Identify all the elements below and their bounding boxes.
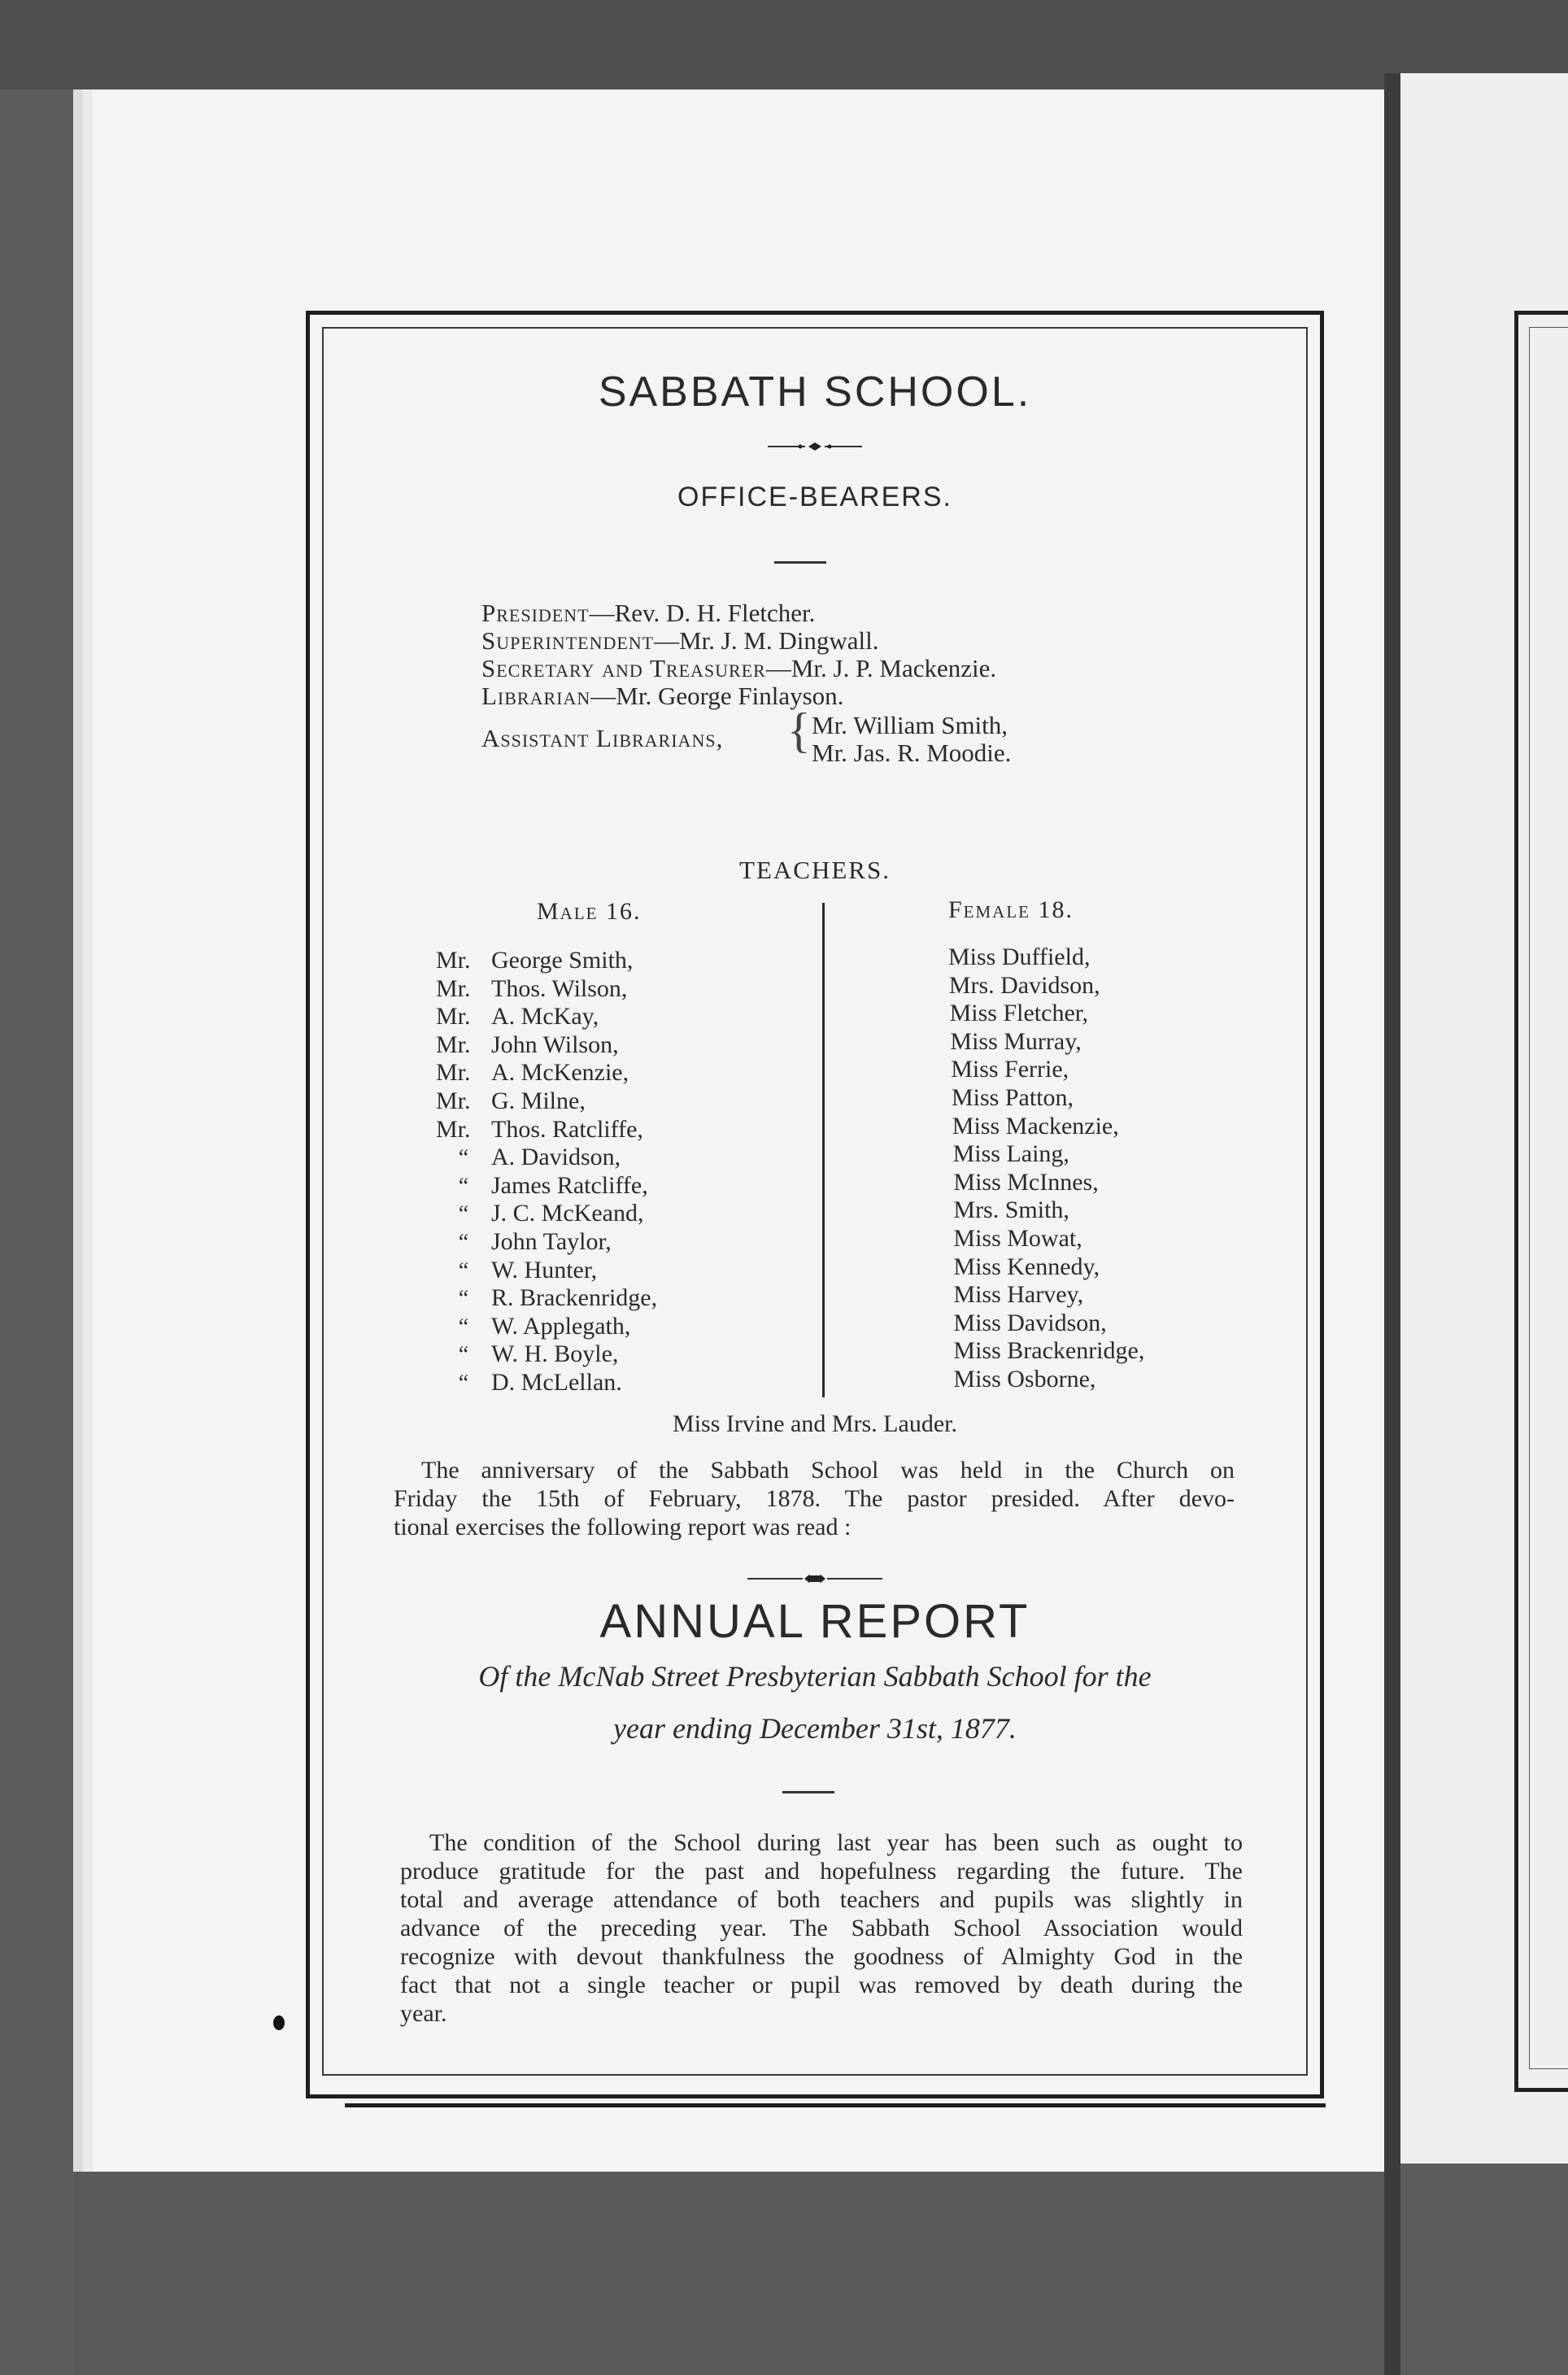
office-bearers-heading: OFFICE-BEARERS. [677, 482, 952, 512]
female-teacher-row: Miss Brackenridge, [953, 1337, 1145, 1365]
anniversary-line: The anniversary of the Sabbath School was held in the Church on [421, 1457, 1235, 1484]
ornament-divider-2 [322, 1571, 1308, 1590]
report-line: The condition of the School during last year has been such as ought to [429, 1829, 1243, 1856]
anniversary-line: Friday the 15th of February, 1878. The pastor presided. After devo- [394, 1485, 1235, 1512]
male-teacher-row [436, 1228, 612, 1257]
role-label: President [481, 599, 590, 627]
male-teacher-row [436, 1313, 630, 1342]
report-line: fact that not a single teacher or pupil was removed by death during the [400, 1972, 1243, 1998]
page-title: SABBATH SCHOOL. [598, 368, 1032, 416]
female-teacher-row: Miss Ferrie, [951, 1056, 1069, 1083]
female-teacher-row: Miss Patton, [952, 1084, 1074, 1111]
assistant-librarian-1: Mr. William Smith, [812, 711, 1008, 739]
assistant-librarians-label: Assistant Librarians, [481, 724, 724, 752]
male-teacher-row [436, 1003, 599, 1031]
document-content [322, 327, 1308, 2076]
female-teacher-row: Miss Mackenzie, [952, 1112, 1119, 1140]
teacher-name: Thos. Wilson, [491, 974, 628, 1002]
teacher-prefix: “ [458, 1371, 469, 1396]
female-teacher-row: Miss Kennedy, [953, 1253, 1100, 1280]
short-rule-2 [782, 1791, 834, 1793]
annual-report-subtitle-2: year ending December 31st, 1877. [613, 1712, 1017, 1745]
book-gutter [1384, 73, 1400, 2375]
male-teacher-row [436, 1200, 643, 1229]
female-teacher-row: Miss Mowat, [953, 1225, 1082, 1252]
page-border-bottom-rule [345, 2103, 1326, 2107]
role-person: —Mr. J. M. Dingwall. [654, 626, 879, 655]
male-teacher-row [436, 1059, 629, 1087]
female-teacher-row: Miss Laing, [952, 1140, 1069, 1168]
annual-report-title: ANNUAL REPORT [599, 1595, 1030, 1648]
short-rule [774, 561, 826, 564]
teacher-name: John Taylor, [491, 1228, 612, 1255]
female-teacher-row: Miss Fletcher, [949, 1000, 1089, 1027]
teacher-name: John Wilson, [491, 1031, 619, 1058]
teachers-footer: Miss Irvine and Mrs. Lauder. [673, 1410, 957, 1437]
report-line: year. [400, 2000, 447, 2027]
male-teacher-row [436, 1369, 622, 1398]
female-teacher-row: Miss McInnes, [953, 1168, 1099, 1196]
teacher-prefix: “ [458, 1342, 469, 1368]
ornament-icon [746, 1572, 884, 1585]
teacher-prefix: “ [458, 1145, 469, 1171]
office-bearer-superintendent [481, 628, 879, 654]
teacher-prefix: “ [458, 1314, 469, 1340]
teacher-prefix: “ [458, 1257, 469, 1283]
ink-blot [273, 2015, 285, 2030]
teacher-name: W. Hunter, [491, 1256, 598, 1283]
office-bearer-secretary [481, 656, 996, 682]
male-teacher-row [436, 1257, 597, 1286]
anniversary-line: tional exercises the following report was read : [394, 1514, 852, 1540]
teacher-prefix: Mr. [436, 1087, 471, 1114]
teacher-prefix: “ [458, 1230, 469, 1255]
scan-background [0, 0, 1568, 89]
teachers-heading: TEACHERS. [739, 856, 891, 884]
male-teacher-row [436, 1172, 648, 1201]
role-label: Librarian [481, 682, 591, 710]
role-person: —Mr. J. P. Mackenzie. [765, 654, 997, 682]
teacher-name: A. Davidson, [491, 1144, 621, 1171]
male-teacher-row [436, 1340, 618, 1370]
role-person: —Mr. George Finlayson. [590, 682, 844, 710]
female-teacher-row: Miss Duffield, [948, 943, 1091, 970]
assistant-librarian-2: Mr. Jas. R. Moodie. [812, 739, 1012, 767]
teacher-prefix: “ [458, 1201, 469, 1227]
brace-glyph: { [787, 704, 811, 757]
report-line: advance of the preceding year. The Sabbath School Association would [400, 1915, 1243, 1941]
column-divider [822, 903, 825, 1397]
female-teacher-row: Miss Harvey, [953, 1281, 1084, 1309]
female-teacher-row: Miss Davidson, [953, 1309, 1107, 1336]
teacher-prefix: Mr. [436, 1115, 471, 1143]
scan-background-bottom [73, 2172, 1391, 2375]
male-teacher-row [436, 1087, 586, 1116]
teacher-prefix: Mr. [436, 974, 471, 1002]
office-bearer-president [481, 600, 815, 626]
teacher-name: J. C. McKeand, [491, 1200, 644, 1227]
male-heading: Male 16. [537, 898, 642, 925]
right-page-frame-inner [1529, 327, 1568, 2069]
teacher-name: D. McLellan. [491, 1369, 622, 1396]
teacher-name: R. Brackenridge, [491, 1284, 658, 1312]
male-teacher-row [436, 1116, 643, 1144]
male-teacher-row [436, 1284, 657, 1314]
teacher-prefix: Mr. [436, 1003, 471, 1031]
teacher-name: W. Applegath, [491, 1312, 631, 1340]
role-person: —Rev. D. H. Fletcher. [589, 599, 816, 627]
teacher-name: W. H. Boyle, [491, 1340, 619, 1368]
male-teacher-row [436, 1031, 619, 1060]
teacher-name: G. Milne, [491, 1087, 586, 1114]
teacher-name: James Ratcliffe, [491, 1171, 648, 1199]
teacher-name: A. McKay, [491, 1003, 599, 1031]
teacher-prefix: “ [458, 1286, 469, 1312]
ornament-divider [322, 439, 1308, 458]
report-line: total and average attendance of both teachers and pupils was slightly in [400, 1886, 1243, 1913]
teacher-name: George Smith, [491, 947, 634, 974]
annual-report-subtitle-1: Of the McNab Street Presbyterian Sabbath School for the [478, 1660, 1152, 1693]
male-teacher-row [436, 975, 627, 1004]
ornament-icon [766, 440, 864, 453]
female-teacher-row: Miss Murray, [950, 1027, 1082, 1055]
female-heading: Female 18. [948, 896, 1074, 923]
teacher-name: A. McKenzie, [491, 1059, 629, 1087]
female-teacher-row: Mrs. Davidson, [948, 971, 1100, 999]
male-teacher-row [436, 1144, 621, 1173]
report-line: recognize with devout thankfulness the goodness of Almighty God in the [400, 1943, 1243, 1970]
female-teacher-row: Mrs. Smith, [953, 1196, 1069, 1224]
teacher-prefix: Mr. [436, 1031, 471, 1058]
role-label: Secretary and Treasurer [481, 654, 766, 682]
role-label: Superintendent [481, 626, 655, 655]
teacher-prefix: Mr. [436, 947, 471, 974]
female-teacher-row: Miss Osborne, [953, 1366, 1096, 1392]
teacher-prefix: Mr. [436, 1059, 471, 1087]
male-teacher-row [436, 947, 633, 975]
teacher-name: Thos. Ratcliffe, [491, 1115, 643, 1143]
report-line: produce gratitude for the past and hopefulness regarding the future. The [400, 1858, 1243, 1885]
teacher-prefix: “ [458, 1173, 469, 1199]
